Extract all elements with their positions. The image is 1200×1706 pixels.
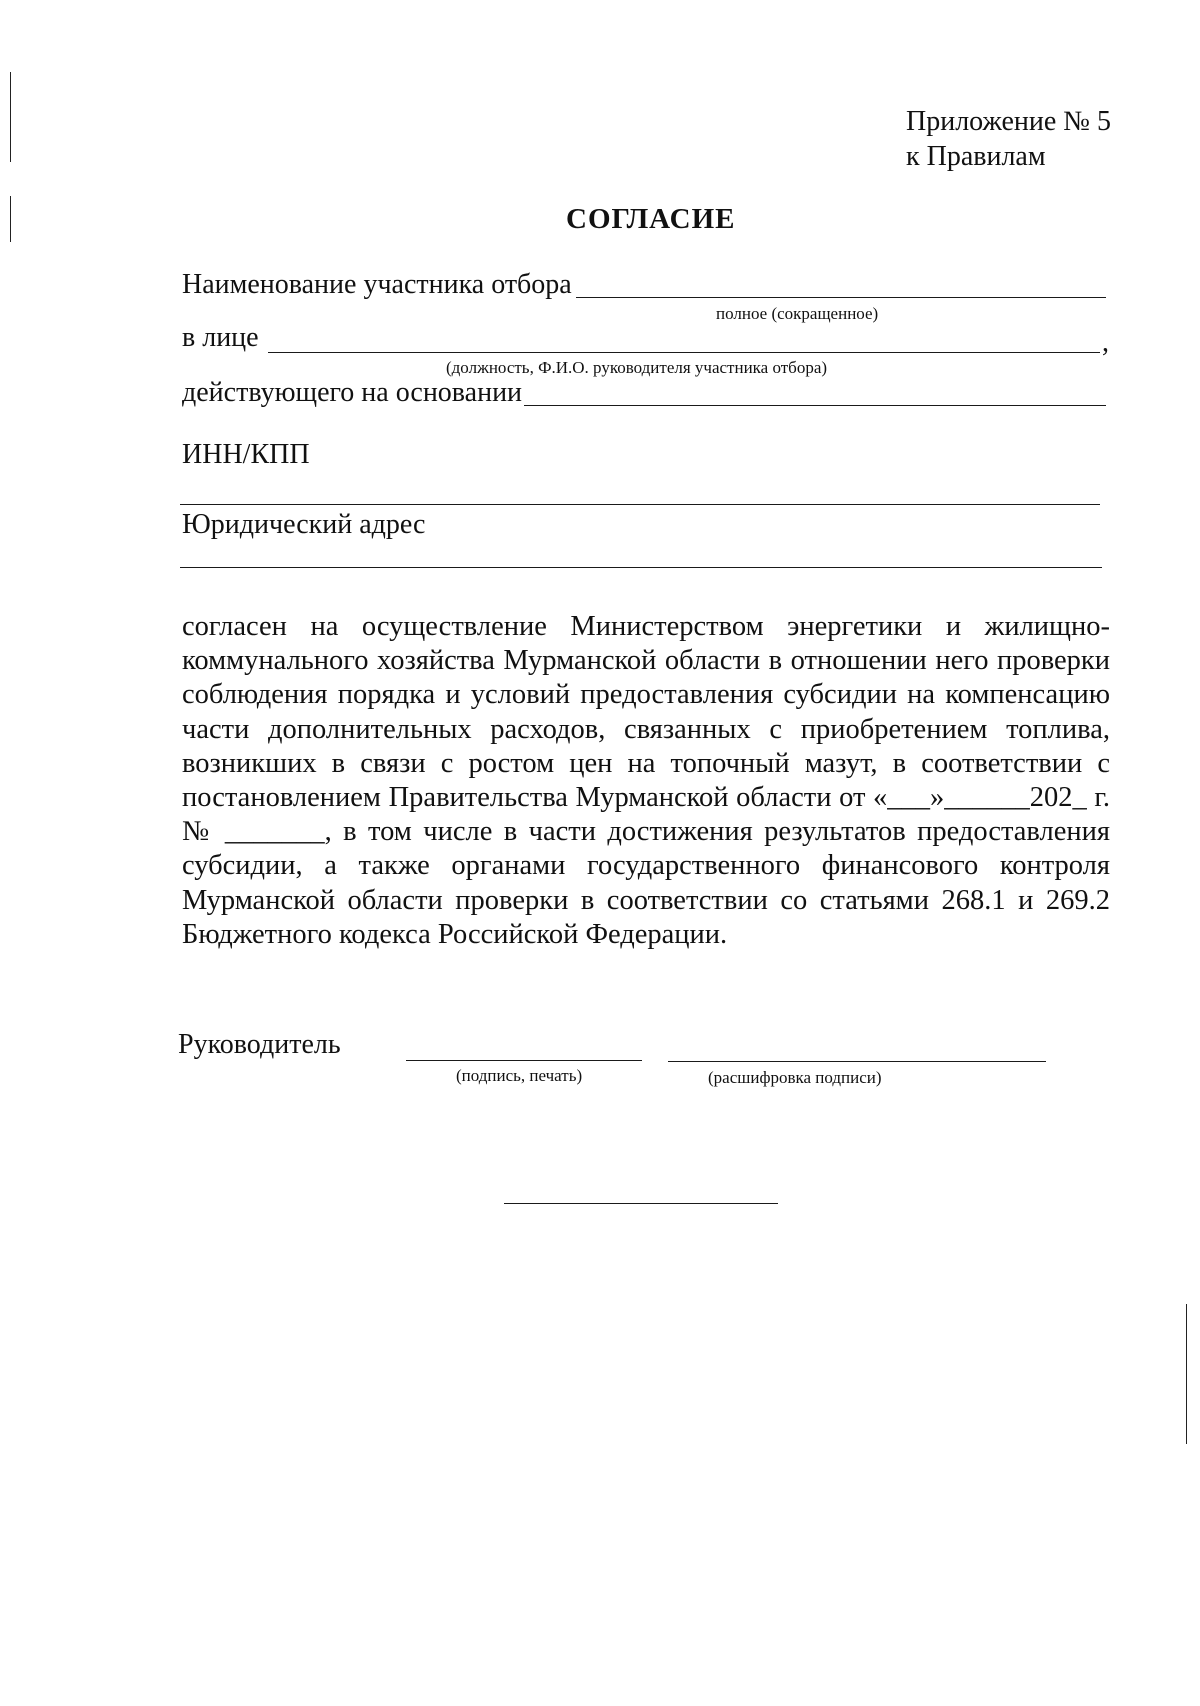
basis-label: действующего на основании <box>182 377 523 408</box>
closing-separator <box>504 1203 778 1204</box>
basis-field[interactable] <box>524 405 1106 406</box>
inn-kpp-field[interactable] <box>180 504 1100 505</box>
represented-comma: , <box>1102 327 1109 358</box>
signature-decode-field[interactable] <box>668 1061 1046 1062</box>
legal-address-label: Юридический адрес <box>182 509 426 540</box>
consent-body-part2: № _______, в том числе в части достижения результатов предоставления субсидии, а также органами государственного финансового контроля Мурманской области проверки в соответствии со статьями 268.1 и 269.2 Бюджетного кодекса Российской Федерации. <box>182 816 1110 950</box>
scan-edge-left-lower <box>10 196 11 242</box>
annex-reference: к Правилам <box>906 141 1046 172</box>
participant-label: Наименование участника отбора <box>182 269 572 300</box>
represented-hint: (должность, Ф.И.О. руководителя участника отбора) <box>446 358 828 377</box>
consent-body-part1: согласен на осуществление Министерством энергетики и жилищно-коммунального хозяйства Мурманской области в отношении него проверки соблюдения порядка и условий предоставления субсидии на компенсацию части дополнительных расходов, связанных с приобретением топлива, возникших в связи с ростом цен на топочный мазут, в соответствии с постановлением Правительства Мурманской области от «___»______202_ г. <box>182 611 1110 814</box>
legal-address-field[interactable] <box>180 567 1102 568</box>
annex-number: Приложение № 5 <box>906 106 1111 137</box>
document-title: СОГЛАСИЕ <box>566 203 736 235</box>
inn-kpp-label: ИНН/КПП <box>182 439 310 470</box>
scan-edge-right <box>1186 1304 1187 1444</box>
signature-role-label: Руководитель <box>178 1029 341 1060</box>
signature-hint: (подпись, печать) <box>456 1066 583 1085</box>
signature-decode-hint: (расшифровка подписи) <box>708 1068 882 1087</box>
represented-label: в лице <box>182 322 259 353</box>
signature-field[interactable] <box>406 1060 642 1061</box>
participant-hint: полное (сокращенное) <box>716 304 879 323</box>
participant-name-field[interactable] <box>576 297 1106 298</box>
consent-body <box>182 610 1110 952</box>
represented-by-field[interactable] <box>268 352 1100 353</box>
scan-edge-left <box>10 72 11 162</box>
